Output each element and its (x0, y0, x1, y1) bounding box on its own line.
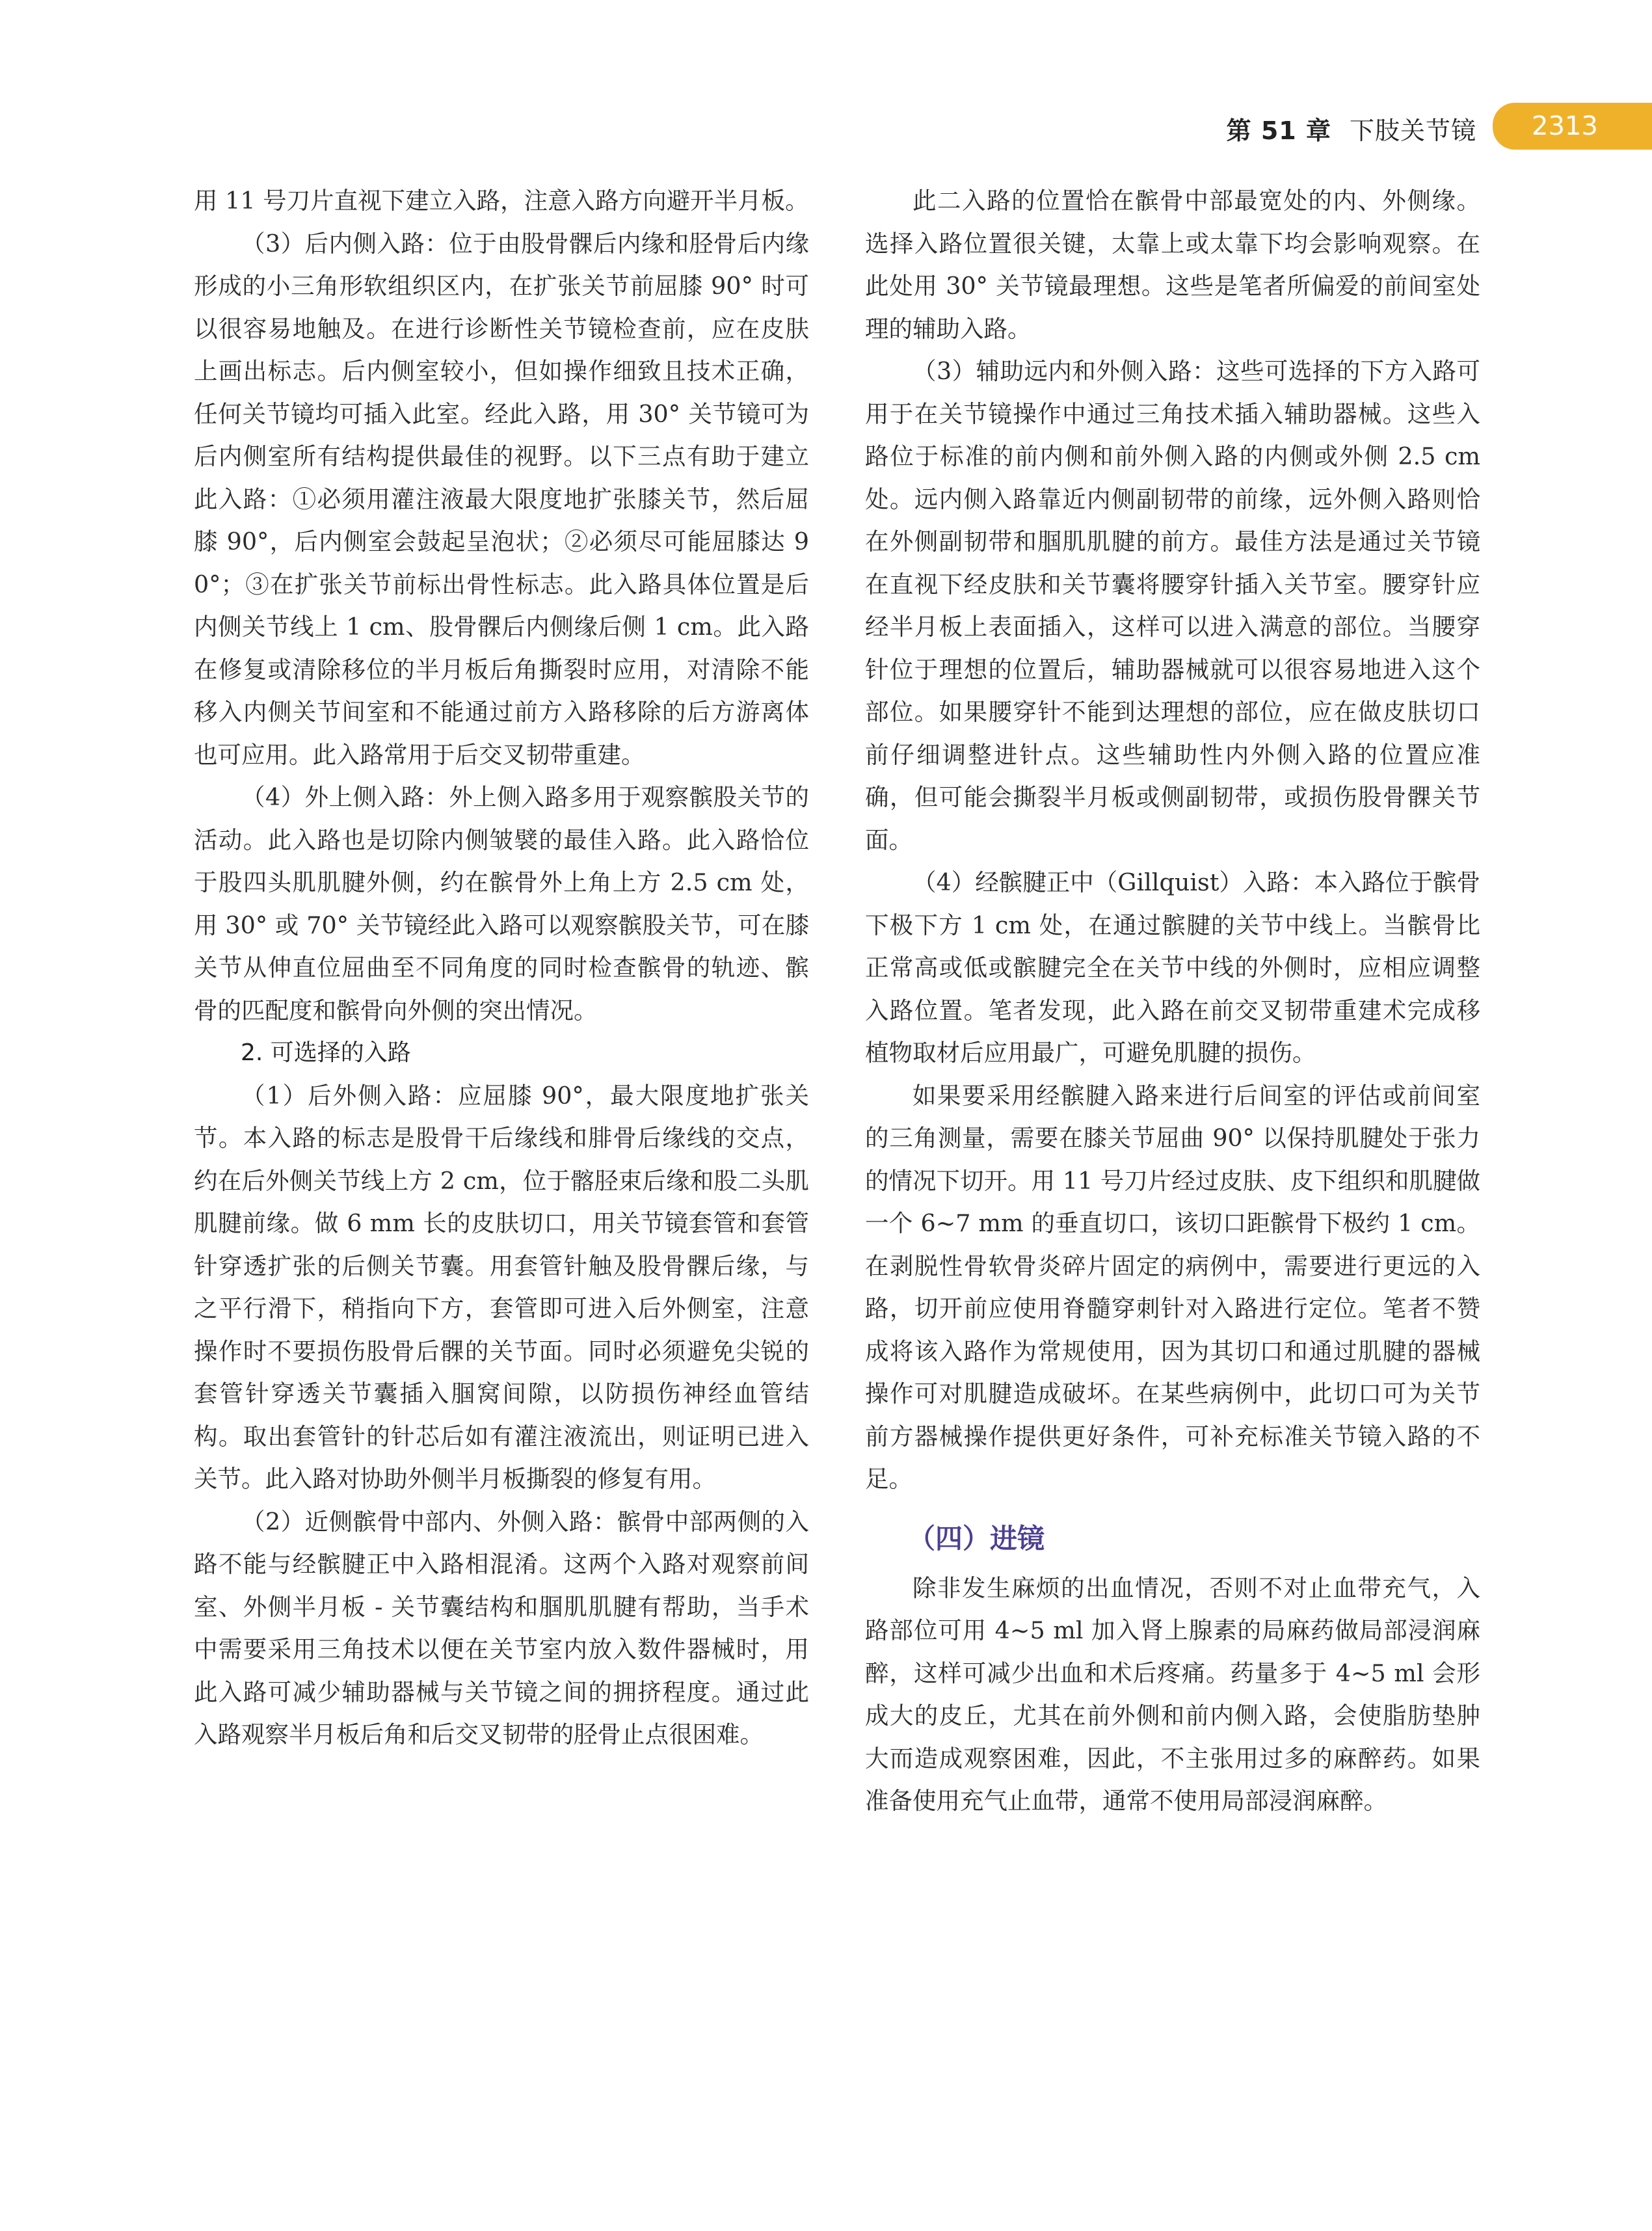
paragraph: 此二入路的位置恰在髌骨中部最宽处的内、外侧缘。选择入路位置很关键，太靠上或太靠下均会影响观察。在此处用 30° 关节镜最理想。这些是笔者所偏爱的前间室处理的辅助入路。 (865, 187, 1480, 343)
paragraph: （4）外上侧入路：外上侧入路多用于观察髌股关节的活动。此入路也是切除内侧皱襞的最佳入路。此入路恰位于股四头肌肌腱外侧，约在髌骨外上角上方 2.5 cm 处，用 30° 或 70° 关节镜经此入路可以观察髌股关节，可在膝关节从伸直位屈曲至不同角度的同时检查髌骨的轨迹、髌骨的匹配度和髌骨向外侧的突出情况。 (194, 783, 809, 1024)
paragraph: （3）辅助远内和外侧入路：这些可选择的下方入路可用于在关节镜操作中通过三角技术插入辅助器械。这些入路位于标准的前内侧和前外侧入路的内侧或外侧 2.5 cm 处。远内侧入路靠近内侧副韧带的前缘，远外侧入路则恰在外侧副韧带和腘肌肌腱的前方。最佳方法是通过关节镜在直视下经皮肤和关节囊将腰穿针插入关节室。腰穿针应经半月板上表面插入，这样可以进入满意的部位。当腰穿针位于理想的位置后，辅助器械就可以很容易地进入这个部位。如果腰穿针不能到达理想的部位，应在做皮肤切口前仔细调整进针点。这些辅助性内外侧入路的位置应准确，但可能会撕裂半月板或侧副韧带，或损伤股骨髁关节面。 (865, 357, 1480, 854)
running-header (1227, 111, 1476, 146)
page-number: 2313 (1532, 111, 1598, 141)
paragraph: （4）经髌腱正中（Gillquist）入路：本入路位于髌骨下极下方 1 cm 处，在通过髌腱的关节中线上。当髌骨比正常高或低或髌腱完全在关节中线的外侧时，应相应调整入路位置。笔者发现，此入路在前交叉韧带重建术完成移植物取材后应用最广，可避免肌腱的损伤。 (865, 868, 1480, 1067)
left-column (194, 180, 809, 1756)
paragraph: 除非发生麻烦的出血情况，否则不对止血带充气，入路部位可用 4~5 ml 加入肾上腺素的局麻药做局部浸润麻醉，这样可减少出血和术后疼痛。药量多于 4~5 ml 会形成大的皮丘，尤其在前外侧和前内侧入路，会使脂肪垫肿大而造成观察困难，因此，不主张用过多的麻醉药。如果准备使用充气止血带，通常不使用局部浸润麻醉。 (865, 1573, 1480, 1815)
paragraph: （2）近侧髌骨中部内、外侧入路：髌骨中部两侧的入路不能与经髌腱正中入路相混淆。这两个入路对观察前间室、外侧半月板 - 关节囊结构和腘肌肌腱有帮助，当手术中需要采用三角技术以便在关节室内放入数件器械时，用此入路可减少辅助器械与关节镜之间的拥挤程度。通过此入路观察半月板后角和后交叉韧带的胫骨止点很困难。 (194, 1507, 809, 1748)
page-number-tab (1493, 103, 1652, 150)
chapter-title: 下肢关节镜 (1349, 116, 1476, 145)
paragraph: （1）后外侧入路：应屈膝 90°，最大限度地扩张关节。本入路的标志是股骨干后缘线和腓骨后缘线的交点，约在后外侧关节线上方 2 cm，位于髂胫束后缘和股二头肌肌腱前缘。做 6 mm 长的皮肤切口，用关节镜套管和套管针穿透扩张的后侧关节囊。用套管针触及股骨髁后缘，与之平行滑下，稍指向下方，套管即可进入后外侧室，注意操作时不要损伤股骨后髁的关节面。同时必须避免尖锐的套管针穿透关节囊插入腘窝间隙，以防损伤神经血管结构。取出套管针的针芯后如有灌注液流出，则证明已进入关节。此入路对协助外侧半月板撕裂的修复有用。 (194, 1081, 809, 1493)
section-heading: （四）进镜 (908, 1522, 1045, 1555)
paragraph: （3）后内侧入路：位于由股骨髁后内缘和胫骨后内缘形成的小三角形软组织区内，在扩张关节前屈膝 90° 时可以很容易地触及。在进行诊断性关节镜检查前，应在皮肤上画出标志。后内侧室较小，但如操作细致且技术正确，任何关节镜均可插入此室。经此入路，用 30° 关节镜可为后内侧室所有结构提供最佳的视野。以下三点有助于建立此入路：①必须用灌注液最大限度地扩张膝关节，然后屈膝 90°，后内侧室会鼓起呈泡状；②必须尽可能屈膝达 90°；③在扩张关节前标出骨性标志。此入路具体位置是后内侧关节线上 1 cm、股骨髁后内侧缘后侧 1 cm。此入路在修复或清除移位的半月板后角撕裂时应用，对清除不能移入内侧关节间室和不能通过前方入路移除的后方游离体也可应用。此入路常用于后交叉韧带重建。 (194, 229, 809, 769)
subsection-heading: 2. 可选择的入路 (241, 1039, 411, 1066)
paragraph: 用 11 号刀片直视下建立入路，注意入路方向避开半月板。 (194, 187, 809, 215)
paragraph: 如果要采用经髌腱入路来进行后间室的评估或前间室的三角测量，需要在膝关节屈曲 90° 以保持肌腱处于张力的情况下切开。用 11 号刀片经过皮肤、皮下组织和肌腱做一个 6~7 mm 的垂直切口，该切口距髌骨下极约 1 cm。在剥脱性骨软骨炎碎片固定的病例中，需要进行更远的入路，切开前应使用脊髓穿刺针对入路进行定位。笔者不赞成将该入路作为常规使用，因为其切口和通过肌腱的器械操作可对肌腱造成破坏。在某些病例中，此切口可为关节前方器械操作提供更好条件，可补充标准关节镜入路的不足。 (865, 1081, 1480, 1493)
chapter-label: 第 51 章 (1226, 116, 1331, 145)
right-column (865, 180, 1480, 1823)
